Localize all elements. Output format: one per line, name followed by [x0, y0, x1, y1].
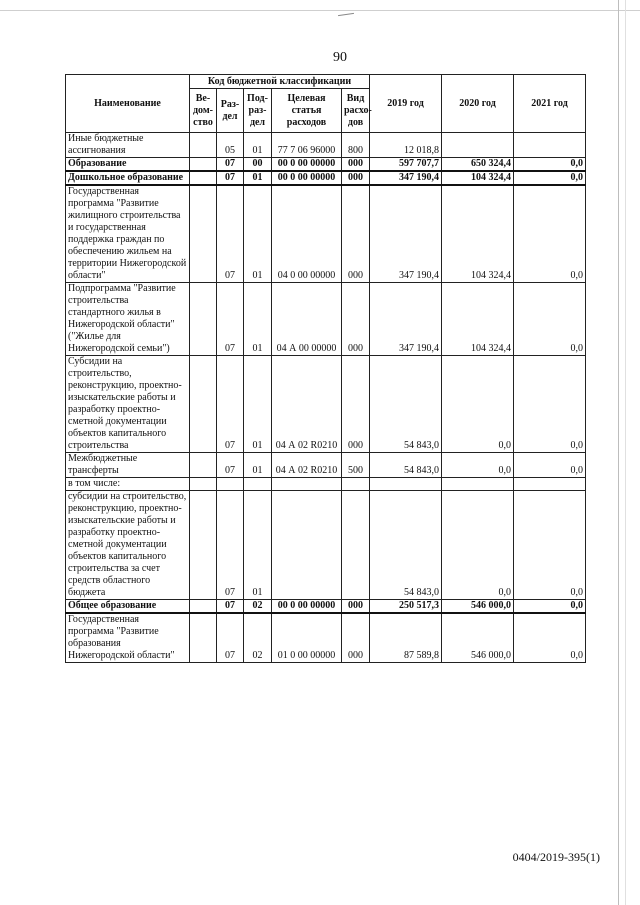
- cell-podrazdel: 01: [244, 356, 272, 453]
- cell-y2021: 0,0: [514, 356, 586, 453]
- cell-name: Образование: [66, 158, 190, 172]
- cell-podrazdel: [244, 478, 272, 491]
- cell-y2021: 0,0: [514, 600, 586, 614]
- cell-y2021: 0,0: [514, 283, 586, 356]
- cell-razdel: 07: [217, 491, 244, 600]
- cell-razdel: 07: [217, 171, 244, 185]
- table-row: [66, 600, 586, 614]
- header-podrazdel: Под-раз-дел: [244, 89, 272, 133]
- header-vedomstvo: Ве-дом-ство: [190, 89, 217, 133]
- cell-y2020: 104 324,4: [442, 185, 514, 283]
- cell-y2019: 347 190,4: [370, 185, 442, 283]
- cell-y2019: 12 018,8: [370, 133, 442, 158]
- cell-name: Подпрограмма "Развитие строительства стандартного жилья в Нижегородской области" ("Жилье для Нижегородской семьи"): [66, 283, 190, 356]
- cell-y2020: 546 000,0: [442, 600, 514, 614]
- cell-podrazdel: 01: [244, 491, 272, 600]
- cell-vid: 000: [342, 283, 370, 356]
- cell-name: Субсидии на строительство, реконструкцию, проектно-изыскательские работы и разработку проектно-сметной документации объектов капитального строительства: [66, 356, 190, 453]
- cell-vid: 000: [342, 158, 370, 172]
- cell-ved: [190, 453, 217, 478]
- cell-name: Дошкольное образование: [66, 171, 190, 185]
- table-row: [66, 478, 586, 491]
- table-row: [66, 171, 586, 185]
- cell-y2019: 597 707,7: [370, 158, 442, 172]
- cell-vid: [342, 491, 370, 600]
- table-row: [66, 133, 586, 158]
- cell-podrazdel: 00: [244, 158, 272, 172]
- cell-vid: 000: [342, 185, 370, 283]
- cell-y2020: 0,0: [442, 453, 514, 478]
- cell-podrazdel: 01: [244, 185, 272, 283]
- cell-tselevaya: 04 А 02 R0210: [272, 356, 342, 453]
- cell-vid: 000: [342, 171, 370, 185]
- cell-razdel: 07: [217, 185, 244, 283]
- header-2019: 2019 год: [370, 75, 442, 133]
- header-classification-code: Код бюджетной классификации: [190, 75, 370, 89]
- cell-tselevaya: 04 А 02 R0210: [272, 453, 342, 478]
- cell-tselevaya: 00 0 00 00000: [272, 600, 342, 614]
- cell-razdel: [217, 478, 244, 491]
- cell-ved: [190, 158, 217, 172]
- table-row: [66, 283, 586, 356]
- cell-y2020: [442, 133, 514, 158]
- cell-y2021: 0,0: [514, 158, 586, 172]
- cell-y2020: 104 324,4: [442, 171, 514, 185]
- cell-podrazdel: 01: [244, 133, 272, 158]
- cell-podrazdel: 02: [244, 600, 272, 614]
- cell-ved: [190, 613, 217, 663]
- cell-y2021: 0,0: [514, 613, 586, 663]
- table-row: [66, 185, 586, 283]
- table-row: [66, 613, 586, 663]
- cell-tselevaya: 04 А 00 00000: [272, 283, 342, 356]
- cell-ved: [190, 283, 217, 356]
- cell-y2019: 87 589,8: [370, 613, 442, 663]
- cell-ved: [190, 185, 217, 283]
- cell-tselevaya: 04 0 00 00000: [272, 185, 342, 283]
- cell-vid: 800: [342, 133, 370, 158]
- cell-podrazdel: 01: [244, 283, 272, 356]
- table-row: [66, 491, 586, 600]
- cell-y2021: 0,0: [514, 491, 586, 600]
- cell-tselevaya: 00 0 00 00000: [272, 158, 342, 172]
- cell-y2021: 0,0: [514, 453, 586, 478]
- cell-y2019: 250 517,3: [370, 600, 442, 614]
- cell-y2021: [514, 133, 586, 158]
- cell-y2020: 104 324,4: [442, 283, 514, 356]
- header-tselevaya-statya: Целевая статья расходов: [272, 89, 342, 133]
- cell-ved: [190, 133, 217, 158]
- table-row: [66, 158, 586, 172]
- cell-vid: 500: [342, 453, 370, 478]
- header-2021: 2021 год: [514, 75, 586, 133]
- cell-y2020: 0,0: [442, 356, 514, 453]
- cell-podrazdel: 01: [244, 453, 272, 478]
- cell-tselevaya: [272, 478, 342, 491]
- cell-razdel: 07: [217, 283, 244, 356]
- header-name: Наименование: [66, 75, 190, 133]
- budget-table: [65, 74, 586, 663]
- cell-y2019: 347 190,4: [370, 171, 442, 185]
- cell-y2019: 54 843,0: [370, 356, 442, 453]
- cell-vid: [342, 478, 370, 491]
- cell-name: Общее образование: [66, 600, 190, 614]
- document-code: 0404/2019-395(1): [512, 850, 600, 864]
- cell-y2021: 0,0: [514, 185, 586, 283]
- cell-y2019: 54 843,0: [370, 491, 442, 600]
- table-row: [66, 356, 586, 453]
- cell-vid: 000: [342, 613, 370, 663]
- cell-ved: [190, 478, 217, 491]
- cell-razdel: 07: [217, 453, 244, 478]
- cell-name: Государственная программа "Развитие образования Нижегородской области": [66, 613, 190, 663]
- table-row: [66, 453, 586, 478]
- cell-y2020: 546 000,0: [442, 613, 514, 663]
- top-edge-line: [0, 10, 640, 11]
- cell-name: Государственная программа "Развитие жилищного строительства и государственная поддержка граждан по обеспечению жильем на территории Нижегородской области": [66, 185, 190, 283]
- page-number: 90: [333, 50, 347, 65]
- cell-y2021: 0,0: [514, 171, 586, 185]
- cell-razdel: 05: [217, 133, 244, 158]
- cell-y2020: [442, 478, 514, 491]
- cell-name: Иные бюджетные ассигнования: [66, 133, 190, 158]
- cell-tselevaya: 77 7 06 96000: [272, 133, 342, 158]
- cell-y2019: 54 843,0: [370, 453, 442, 478]
- cell-razdel: 07: [217, 356, 244, 453]
- cell-razdel: 07: [217, 158, 244, 172]
- cell-name: Межбюджетные трансферты: [66, 453, 190, 478]
- cell-podrazdel: 02: [244, 613, 272, 663]
- cell-y2021: [514, 478, 586, 491]
- cell-y2020: 650 324,4: [442, 158, 514, 172]
- scan-mark: [338, 13, 354, 16]
- header-razdel: Раз-дел: [217, 89, 244, 133]
- header-vid-raskhodov: Вид расхо-дов: [342, 89, 370, 133]
- cell-razdel: 07: [217, 613, 244, 663]
- cell-ved: [190, 491, 217, 600]
- cell-tselevaya: 00 0 00 00000: [272, 171, 342, 185]
- cell-y2020: 0,0: [442, 491, 514, 600]
- cell-razdel: 07: [217, 600, 244, 614]
- right-edge-line-secondary: [625, 0, 626, 905]
- cell-podrazdel: 01: [244, 171, 272, 185]
- table-body: [66, 133, 586, 663]
- header-2020: 2020 год: [442, 75, 514, 133]
- cell-vid: 000: [342, 600, 370, 614]
- cell-y2019: 347 190,4: [370, 283, 442, 356]
- cell-name: субсидии на строительство, реконструкцию, проектно-изыскательские работы и разработку проектно-сметной документации объектов капитального строительства за счет средств областного бюджета: [66, 491, 190, 600]
- cell-ved: [190, 171, 217, 185]
- cell-vid: 000: [342, 356, 370, 453]
- cell-ved: [190, 600, 217, 614]
- cell-tselevaya: [272, 491, 342, 600]
- cell-name: в том числе:: [66, 478, 190, 491]
- cell-tselevaya: 01 0 00 00000: [272, 613, 342, 663]
- cell-y2019: [370, 478, 442, 491]
- right-edge-line: [618, 0, 619, 905]
- cell-ved: [190, 356, 217, 453]
